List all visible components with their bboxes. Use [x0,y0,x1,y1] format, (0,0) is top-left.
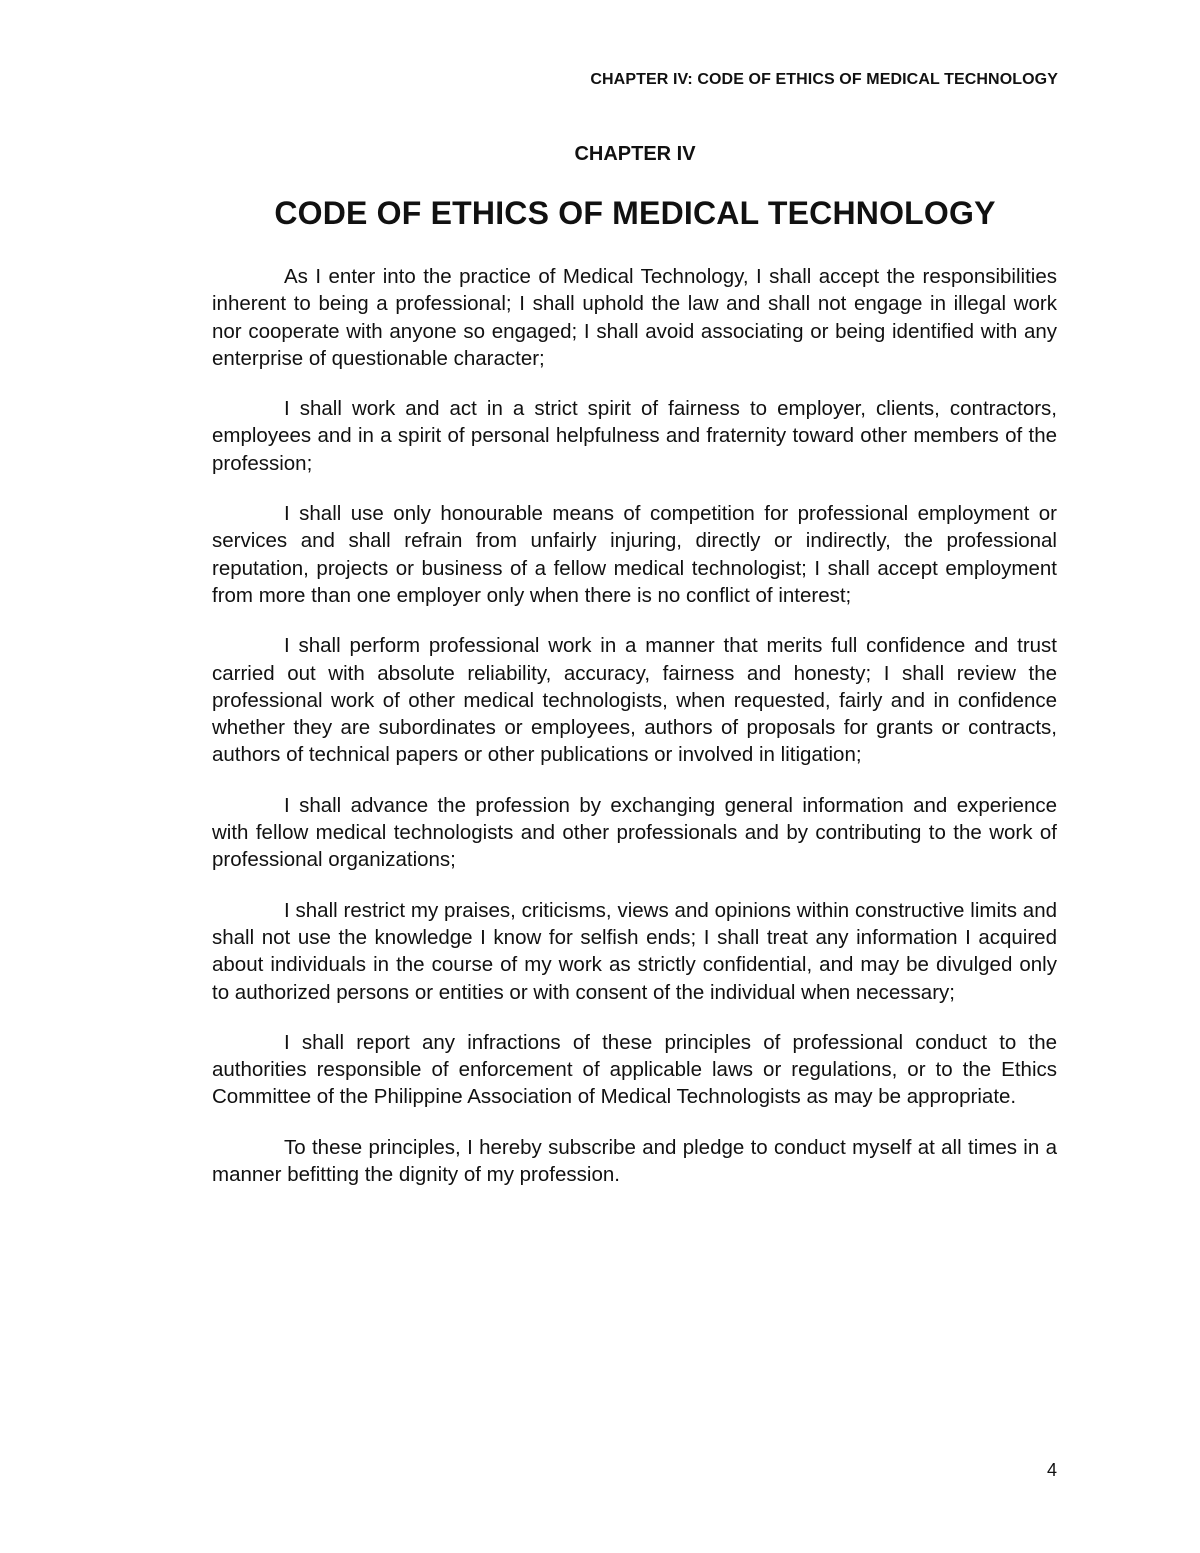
paragraph-pledge: To these principles, I hereby subscribe and pledge to conduct myself at all times in a manner befitting the dignity of my profession. [212,1135,1057,1187]
paragraph-advance-profession: I shall advance the profession by exchanging general information and experience with fellow medical technologists and other professionals and by contributing to the work of professional organizations; [212,793,1057,872]
chapter-title: CODE OF ETHICS OF MEDICAL TECHNOLOGY [274,195,996,231]
paragraph-practice: As I enter into the practice of Medical Technology, I shall accept the responsibilities inherent to being a professional; I shall uphold the law and shall not engage in illegal work nor cooperate with anyone so engaged; I shall avoid associating or being identified with any enterprise of questionable character; [212,265,1057,370]
running-header: CHAPTER IV: CODE OF ETHICS OF MEDICAL TECHNOLOGY [590,71,1058,88]
page-number: 4 [1046,1460,1057,1480]
paragraph-professional-work: I shall perform professional work in a manner that merits full confidence and trust carried out with absolute reliability, accuracy, fairness and honesty; I shall review the professional work of other medical technologists, when requested, fairly and in confidence whether they are subordinates or employees, authors of proposals for grants or contracts, authors of technical papers or other publications or involved in litigation; [212,634,1057,767]
body-text [212,263,1057,1211]
paragraph-competition: I shall use only honourable means of competition for professional employment or services and shall refrain from unfairly injuring, directly or indirectly, the professional reputation, projects or business of a fellow medical technologist; I shall accept employment from more than one employer only when there is no conflict of interest; [212,502,1057,607]
paragraph-fairness: I shall work and act in a strict spirit of fairness to employer, clients, contractors, employees and in a spirit of personal helpfulness and fraternity toward other members of the profession; [212,397,1057,475]
paragraph-report-infractions: I shall report any infractions of these principles of professional conduct to the authorities responsible of enforcement of applicable laws or regulations, or to the Ethics Committee of the Philippine Association of Medical Technologists as may be appropriate. [212,1030,1057,1109]
chapter-label: CHAPTER IV [574,143,696,165]
paragraph-confidentiality: I shall restrict my praises, criticisms, views and opinions within constructive limits and shall not use the knowledge I know for selfish ends; I shall treat any information I acquired about individuals in the course of my work as strictly confidential, and may be divulged only to authorized persons or entities or with consent of the individual when necessary; [212,898,1057,1004]
